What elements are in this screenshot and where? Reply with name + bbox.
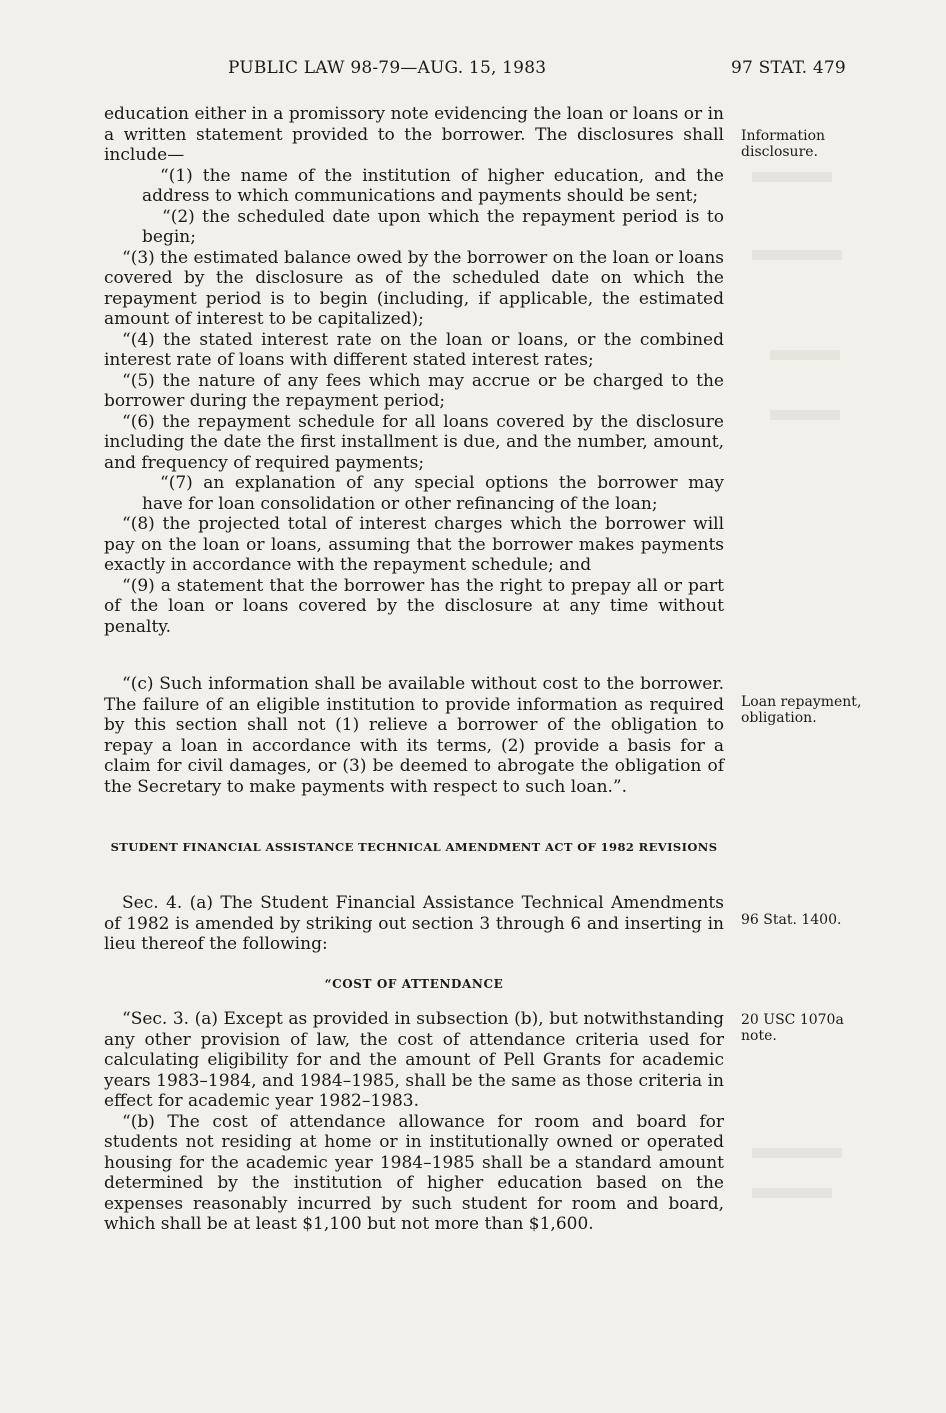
sec3-block [104, 1009, 724, 1235]
bleed-through-mark [770, 410, 840, 420]
sec3-a-text: “Sec. 3. (a) Except as provided in subsection (b), but notwithstanding any other provision of law, the cost of attendance criteria used for calculating eligibility for and the amount of Pell Grants for academic years 1983–1984, and 1984–1985, shall be the same as those criteria in effect for academic year 1982–1983. [104, 1009, 724, 1111]
page-header-title: PUBLIC LAW 98-79—AUG. 15, 1983 [228, 58, 547, 78]
sec3-b-text: “(b) The cost of attendance allowance for room and board for students not residing at home or in institutionally owned or operated housing for the academic year 1984–1985 shall be a standard amount determined by the institution of higher education based on the expenses reasonably incurred by such student for room and board, which shall be at least $1,100 but not more than $1,600. [104, 1111, 724, 1234]
list-item: “(3) the estimated balance owed by the borrower on the loan or loans covered by the disclosure as of the scheduled date on which the repayment period is to begin (including, if applicable, the estimated amount of interest to be capitalized); [104, 247, 724, 329]
list-item: “(4) the stated interest rate on the loan or loans, or the combined interest rate of loans with different stated interest rates; [104, 329, 724, 370]
list-item: “(2) the scheduled date upon which the repayment period is to begin; [142, 206, 724, 247]
intro-paragraph: education either in a promissory note evidencing the loan or loans or in a written statement provided to the borrower. The disclosures shall include— [104, 104, 724, 165]
section-heading: STUDENT FINANCIAL ASSISTANCE TECHNICAL AMENDMENT ACT OF 1982 REVISIONS [110, 840, 718, 854]
sec4-block [104, 893, 724, 955]
list-item: “(5) the nature of any fees which may accrue or be charged to the borrower during the repayment period; [104, 370, 724, 411]
cost-of-attendance-heading: “COST OF ATTENDANCE [324, 977, 504, 991]
bleed-through-mark [752, 1188, 832, 1198]
bleed-through-mark [752, 250, 842, 260]
bleed-through-mark [752, 172, 832, 182]
margin-note-usc-citation: 20 USC 1070a note. [741, 1012, 844, 1044]
list-item: “(1) the name of the institution of higher education, and the address to which communications and payments should be sent; [142, 165, 724, 206]
list-item: “(8) the projected total of interest charges which the borrower will pay on the loan or loans, assuming that the borrower makes payments exactly in accordance with the repayment schedule; and [104, 514, 724, 575]
sec4-text: Sec. 4. (a) The Student Financial Assistance Technical Amendments of 1982 is amended by striking out section 3 through 6 and inserting in lieu thereof the following: [104, 893, 724, 954]
margin-note-information-disclosure: Information disclosure. [741, 128, 826, 160]
paragraph-c [104, 674, 724, 797]
bleed-through-mark [770, 350, 840, 360]
list-item: “(7) an explanation of any special options the borrower may have for loan consolidation or other refinancing of the loan; [142, 473, 724, 514]
page-header-stat: 97 STAT. 479 [731, 58, 846, 78]
disclosure-section [104, 104, 724, 637]
list-item: “(6) the repayment schedule for all loans covered by the disclosure including the date the first installment is due, and the number, amount, and frequency of required payments; [104, 411, 724, 473]
bleed-through-mark [752, 1148, 842, 1158]
margin-note-loan-repayment: Loan repayment, obligation. [741, 694, 862, 726]
paragraph-c-text: “(c) Such information shall be available without cost to the borrower. The failure of an eligible institution to provide information as required by this section shall not (1) relieve a borrower of the obligation to repay a loan in accordance with its terms, (2) provide a basis for a claim for civil damages, or (3) be deemed to abrogate the obligation of the Secretary to make payments with respect to such loan.”. [104, 674, 724, 797]
list-item: “(9) a statement that the borrower has the right to prepay all or part of the loan or loans covered by the disclosure at any time without penalty. [104, 575, 724, 637]
margin-note-stat-citation: 96 Stat. 1400. [741, 912, 842, 928]
